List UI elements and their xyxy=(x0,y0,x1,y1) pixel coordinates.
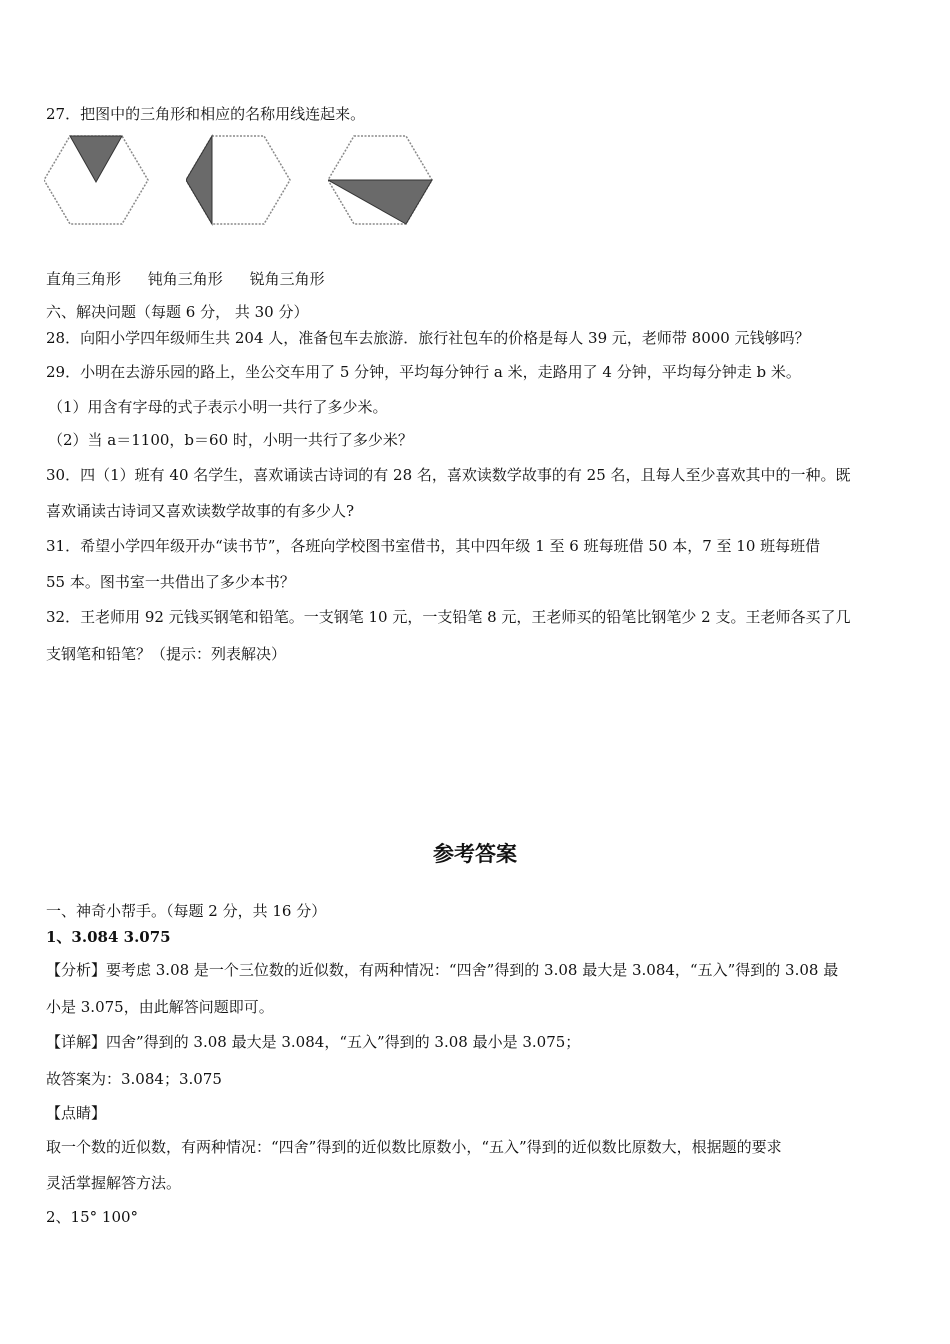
answer-key-title: 参考答案 xyxy=(433,842,517,866)
question-27: 27．把图中的三角形和相应的名称用线连起来。 xyxy=(46,105,366,123)
answer-1-analysis-line-1: 【分析】要考虑 3.08 是一个三位数的近似数，有两种情况：“四舍”得到的 3.08 最大是 3.084，“五入”得到的 3.08 最 xyxy=(46,961,839,979)
question-30-line-1: 30．四（1）班有 40 名学生，喜欢诵读古诗词的有 28 名，喜欢读数学故事的有 25 名，且每人至少喜欢其中的一种。既 xyxy=(46,466,851,484)
question-29-part-2: （2）当 a＝1100，b＝60 时，小明一共行了多少米？ xyxy=(48,431,413,449)
answer-1-comment-line-1: 取一个数的近似数，有两种情况：“四舍”得到的近似数比原数小，“五入”得到的近似数比原数大，根据题的要求 xyxy=(46,1138,782,1156)
answer-1-comment-line-2: 灵活掌握解答方法。 xyxy=(46,1174,182,1192)
shaded-triangle-1 xyxy=(70,136,122,182)
question-32-line-2: 支钢笔和铅笔？（提示：列表解决） xyxy=(46,645,287,663)
answer-1-analysis-line-2: 小是 3.075，由此解答问题即可。 xyxy=(46,998,274,1016)
question-31-line-2: 55 本。图书室一共借出了多少本书？ xyxy=(46,573,295,591)
hexagon-figure-3 xyxy=(328,130,438,230)
question-31-line-1: 31．希望小学四年级开办“读书节”，各班向学校图书室借书，其中四年级 1 至 6 班每班借 50 本，7 至 10 班每班借 xyxy=(46,537,821,555)
answer-1-detail: 【详解】四舍”得到的 3.08 最大是 3.084，“五入”得到的 3.08 最小是 3.075； xyxy=(46,1033,581,1051)
hexagon-figures xyxy=(44,130,444,230)
name-obtuse-triangle: 钝角三角形 xyxy=(147,270,223,288)
question-32-line-1: 32．王老师用 92 元钱买钢笔和铅笔。一支钢笔 10 元，一支铅笔 8 元，王老师买的铅笔比钢笔少 2 支。王老师各买了几 xyxy=(46,608,851,626)
question-30-line-2: 喜欢诵读古诗词又喜欢读数学故事的有多少人? xyxy=(46,502,355,520)
answer-2: 2、15° 100° xyxy=(46,1208,139,1226)
question-28: 28．向阳小学四年级师生共 204 人，准备包车去旅游．旅行社包车的价格是每人 39 元，老师带 8000 元钱够吗？ xyxy=(46,329,810,347)
section-6-heading: 六、解决问题（每题 6 分， 共 30 分） xyxy=(46,303,309,321)
name-acute-triangle: 锐角三角形 xyxy=(249,270,325,288)
answer-1-conclusion: 故答案为：3.084；3.075 xyxy=(46,1070,222,1088)
answer-section-1-heading: 一、神奇小帮手。（每题 2 分，共 16 分） xyxy=(46,902,327,920)
question-29-part-1: （1）用含有字母的式子表示小明一共行了多少米。 xyxy=(48,398,388,416)
hexagon-figure-2 xyxy=(186,130,296,230)
name-right-triangle: 直角三角形 xyxy=(46,270,122,288)
answer-1-comment-label: 【点睛】 xyxy=(46,1104,107,1122)
shaded-triangle-2 xyxy=(186,136,212,224)
question-29: 29．小明在去游乐园的路上，坐公交车用了 5 分钟，平均每分钟行 a 米，走路用了 4 分钟，平均每分钟走 b 米。 xyxy=(46,363,801,381)
triangle-names xyxy=(46,268,347,289)
shaded-triangle-3 xyxy=(328,180,432,224)
hexagon-figure-1 xyxy=(44,130,154,230)
answer-1: 1、3.084 3.075 xyxy=(46,928,171,946)
